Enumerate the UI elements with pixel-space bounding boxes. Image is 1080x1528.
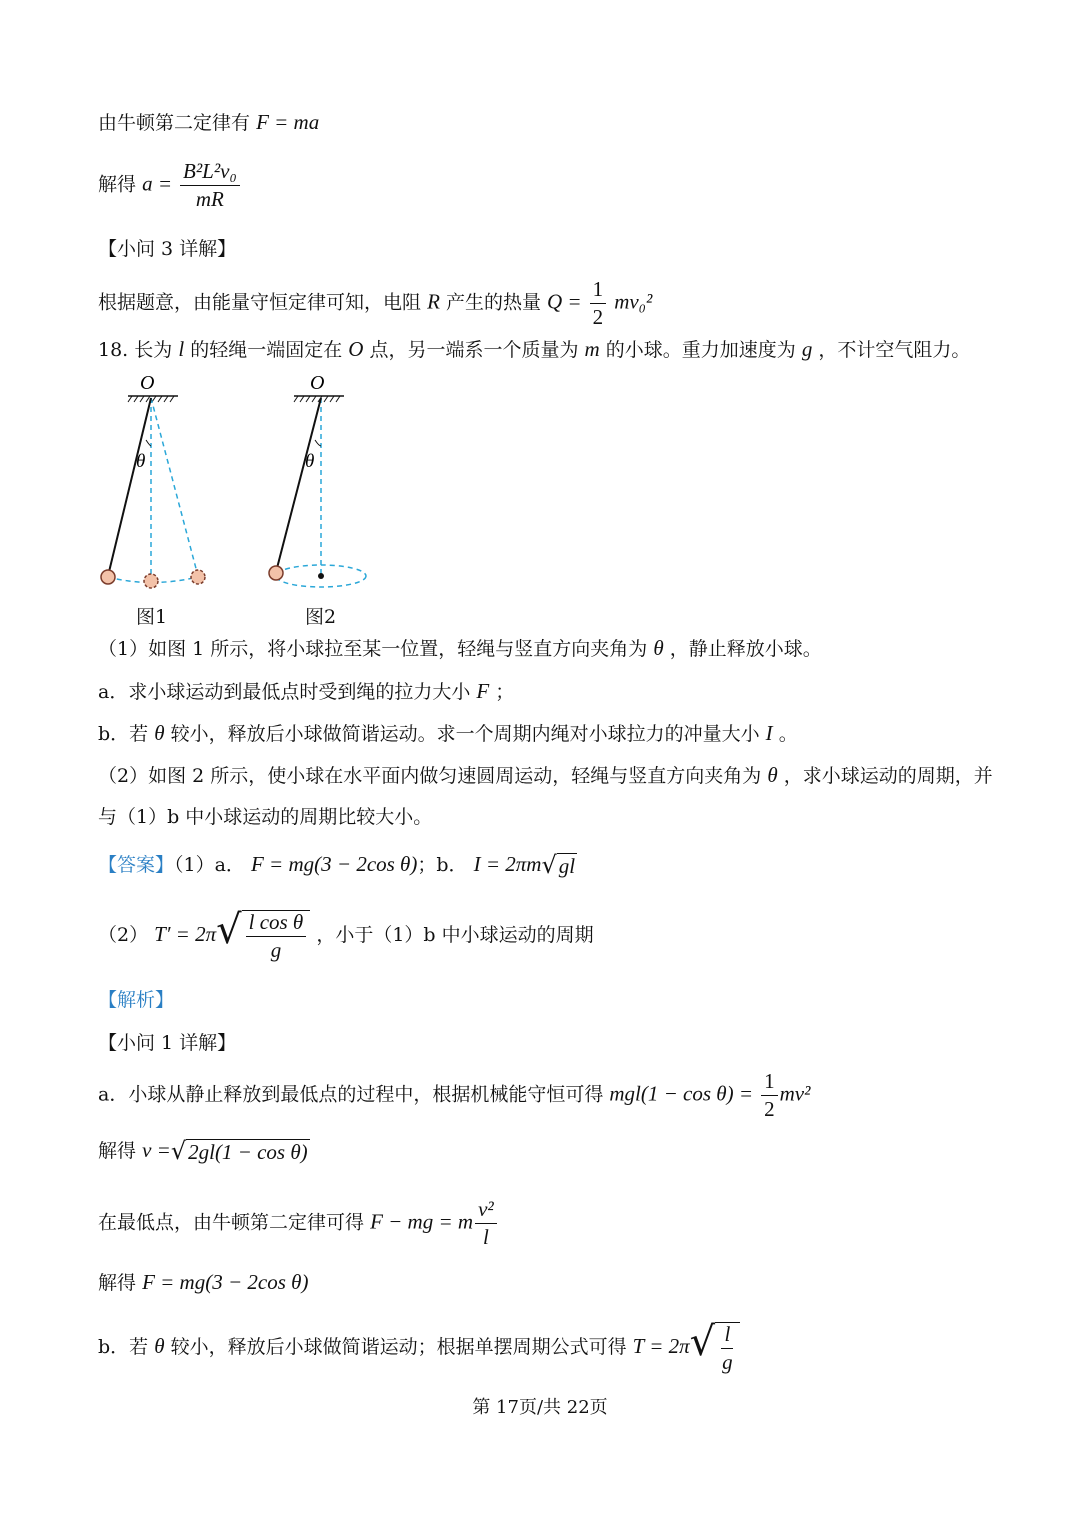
text: 根据题意，由能量守恒定律可知，电阻 xyxy=(98,291,422,314)
formula: mgl(1 − cos θ) = xyxy=(609,1081,754,1106)
var: l xyxy=(178,337,185,361)
formula: a = xyxy=(142,171,172,196)
var: R xyxy=(427,289,440,314)
text: （1）a． xyxy=(174,854,245,876)
text: 18. 长为 xyxy=(98,339,173,361)
var: F xyxy=(476,679,490,703)
formula: v = xyxy=(142,1138,171,1162)
fig2-angle-arc xyxy=(315,440,321,446)
answer-line-1 xyxy=(98,852,577,879)
fig2-O-label: O xyxy=(310,372,325,394)
sqrt: √ gl xyxy=(541,850,576,879)
formula: mv₀² xyxy=(614,289,653,314)
text: 的小球。重力加速度为 xyxy=(605,339,796,361)
text: 较小，释放后小球做简谐运动。求一个周期内绳对小球拉力的冲量大小 xyxy=(170,723,760,745)
text: （1）如图 1 所示，将小球拉至某一位置，轻绳与竖直方向夹角为 xyxy=(98,638,648,660)
var: θ xyxy=(154,721,165,745)
radicand: 2gl(1 − cos θ) xyxy=(188,1139,308,1164)
text: ，小于（1）b 中小球运动的周期 xyxy=(316,924,594,947)
formula: F = mg(3 − 2cos θ) xyxy=(142,1270,309,1294)
part-1b xyxy=(98,721,798,746)
fig2-theta-label: θ xyxy=(305,451,315,472)
var: O xyxy=(348,337,364,361)
text: b．若 xyxy=(98,1336,149,1359)
figure-2 xyxy=(269,372,366,587)
part-1 xyxy=(98,636,822,661)
formula: T′ = 2π xyxy=(154,922,217,947)
text: ，不计空气阻力。 xyxy=(818,339,971,361)
part-2 xyxy=(98,763,993,788)
text: 在最低点，由牛顿第二定律可得 xyxy=(98,1211,365,1234)
text: 解得 xyxy=(98,173,137,196)
denominator: g xyxy=(722,1350,733,1375)
sqrt: √ $\frac{\text{l cos θ}}{g}$ xyxy=(216,910,310,962)
var: g xyxy=(801,337,813,361)
text: 解得 xyxy=(98,1140,137,1162)
text: 较小，释放后小球做简谐运动；根据单摆周期公式可得 xyxy=(170,1336,627,1359)
text: b．若 xyxy=(98,723,149,745)
formula: F − mg = m xyxy=(370,1209,474,1234)
var: m xyxy=(584,337,600,361)
fig2-string xyxy=(276,398,321,572)
page-footer: 第 17页/共 22页 xyxy=(472,1397,608,1418)
subquestion-3-heading: 【小问 3 详解】 xyxy=(98,238,237,260)
fraction xyxy=(246,911,307,962)
fig1-caption: 图1 xyxy=(136,606,168,628)
fig1-theta-label: θ xyxy=(136,451,146,472)
fig1-right-dashed xyxy=(151,398,198,576)
numerator: l cos θ xyxy=(246,911,307,937)
text: ；b． xyxy=(417,854,468,876)
answer-line-2 xyxy=(98,907,594,963)
fig2-caption: 图2 xyxy=(305,606,337,628)
solve-F-line xyxy=(98,1270,308,1295)
text: ； xyxy=(495,681,515,703)
fig1-O-label: O xyxy=(140,372,155,394)
text: 解得 xyxy=(98,1272,137,1294)
denominator: 2 xyxy=(592,305,604,330)
var: θ xyxy=(767,763,778,787)
text: 。 xyxy=(778,723,798,745)
text: 的轻绳一端固定在 xyxy=(190,339,343,361)
denominator: g xyxy=(270,938,282,963)
formula: I = 2πm xyxy=(473,852,542,876)
var: I xyxy=(765,721,773,745)
numerator: 1 xyxy=(590,278,607,304)
analysis-heading: 【解析】 xyxy=(98,989,175,1011)
fig1-ball-right xyxy=(191,570,205,584)
fig2-center-dot xyxy=(318,573,324,579)
text: 产生的热量 xyxy=(445,291,541,314)
solve-v-line xyxy=(98,1138,310,1165)
energy-conservation-line xyxy=(98,1070,810,1121)
formula: F = mg(3 − 2cos θ) xyxy=(250,852,418,876)
subquestion-1-heading: 【小问 1 详解】 xyxy=(98,1032,237,1054)
fraction xyxy=(719,1323,736,1374)
fraction xyxy=(761,1070,778,1121)
denominator: l xyxy=(482,1225,489,1250)
formula: F = ma xyxy=(256,110,320,134)
fig1-ball xyxy=(101,570,115,584)
text: ，静止释放小球。 xyxy=(669,638,822,660)
fraction xyxy=(475,1198,497,1249)
text: 点，另一端系一个质量为 xyxy=(369,339,579,361)
var: θ xyxy=(653,636,664,660)
var: θ xyxy=(154,1334,165,1359)
numerator: 1 xyxy=(761,1070,778,1096)
formula: T = 2π xyxy=(632,1334,690,1359)
fig2-ball xyxy=(269,566,283,580)
sqrt: √ $\frac{l}{g}$ xyxy=(690,1322,740,1374)
denominator: mR xyxy=(195,187,224,212)
numerator: B²L²v₀ xyxy=(180,160,240,186)
numerator: l xyxy=(721,1323,733,1349)
text: a．求小球运动到最低点时受到绳的拉力大小 xyxy=(98,681,471,703)
denominator: 2 xyxy=(764,1097,775,1122)
radicand: gl xyxy=(558,853,576,878)
figure-1 xyxy=(101,372,205,588)
answer-tag: 【答案】 xyxy=(98,854,175,876)
text: ，求小球运动的周期，并 xyxy=(783,765,993,787)
fig2-hatch xyxy=(294,396,340,402)
formula: Q = xyxy=(547,289,582,314)
text: a．小球从静止释放到最低点的过程中，根据机械能守恒可得 xyxy=(98,1083,604,1106)
fig1-ball-bottom xyxy=(144,574,158,588)
pendulum-period-line xyxy=(98,1319,740,1375)
part-1a xyxy=(98,679,514,704)
text: （2）如图 2 所示，使小球在水平面内做匀速圆周运动，轻绳与竖直方向夹角为 xyxy=(98,765,762,787)
part-2-cont: 与（1）b 中小球运动的周期比较大小。 xyxy=(98,806,433,828)
formula: mv² xyxy=(779,1081,811,1106)
numerator: v² xyxy=(475,1198,497,1224)
text: （2） xyxy=(98,924,149,947)
newton-lowest-line xyxy=(98,1198,499,1249)
text: 由牛顿第二定律有 xyxy=(98,112,251,134)
sqrt: √ 2gl(1 − cos θ) xyxy=(170,1136,308,1165)
fig1-string xyxy=(108,398,151,576)
